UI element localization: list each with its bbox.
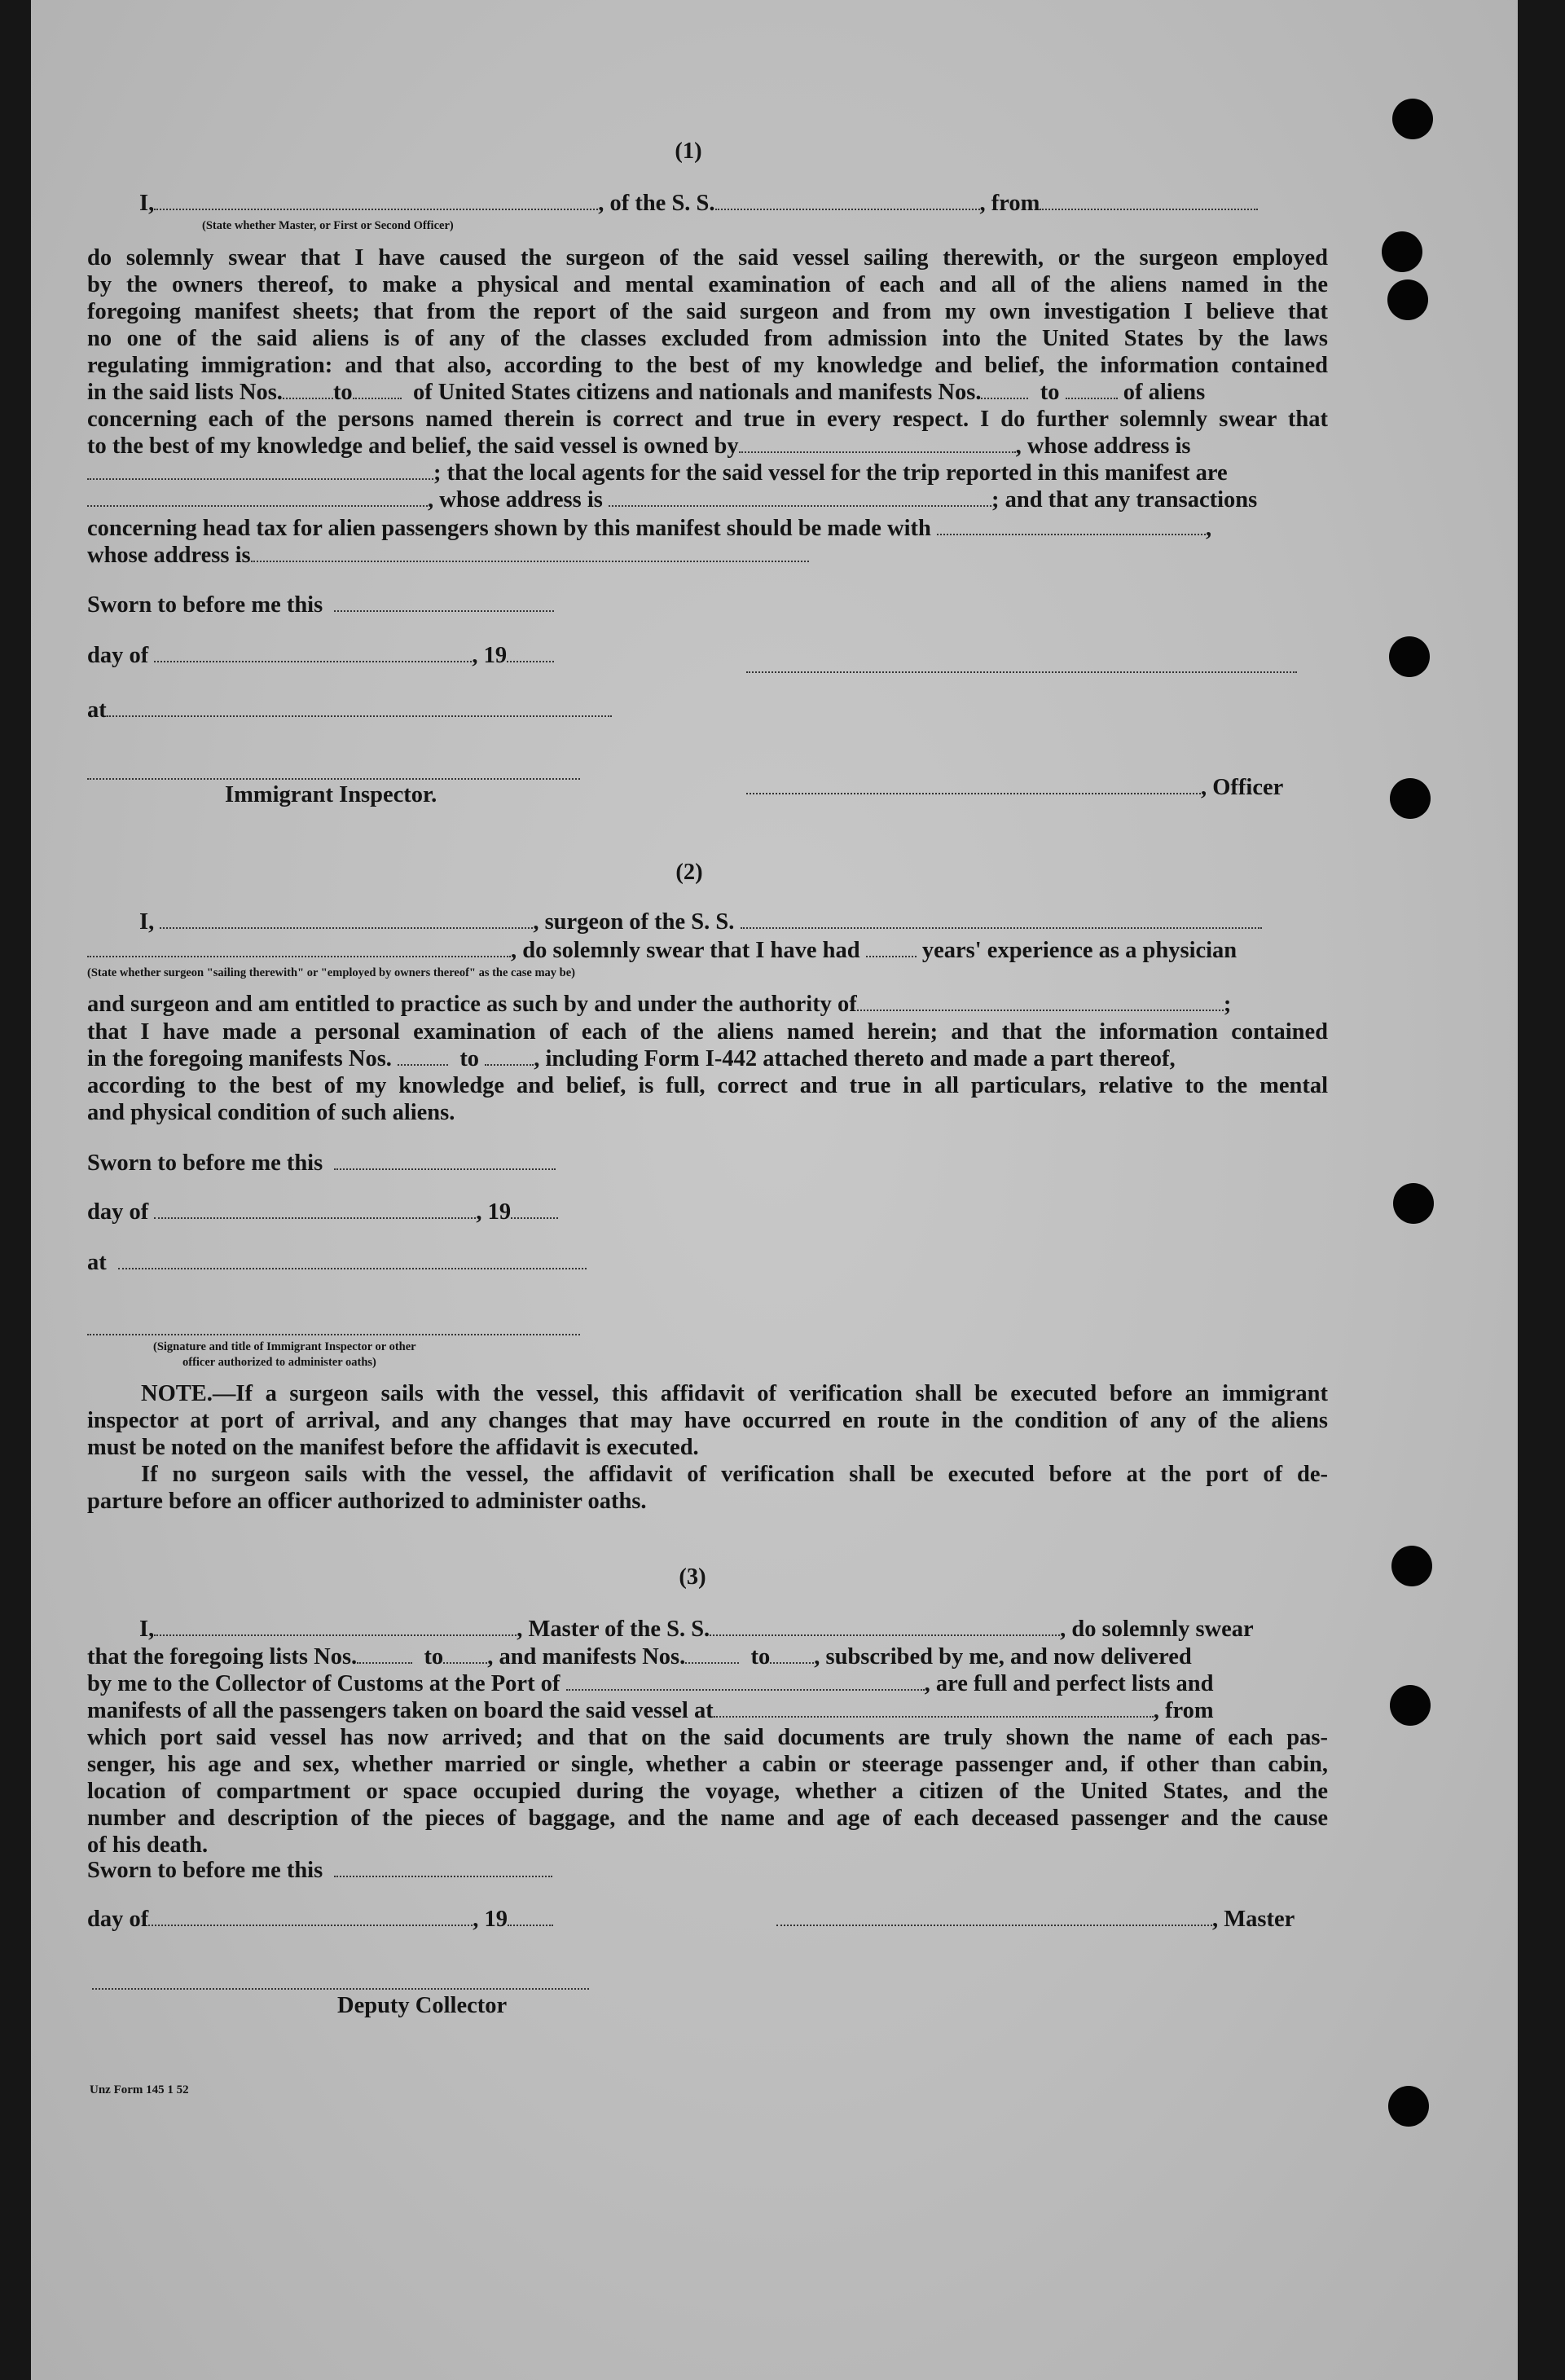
s1-body-line-1: do solemnly swear that I have caused the surgeon of the said vessel sailing therewith, or the surgeon employed: [87, 245, 1328, 271]
s1-i: I,: [139, 191, 155, 216]
s3-year-blank: [508, 1907, 553, 1926]
s2-sailing-blank: [87, 938, 511, 957]
section-2-heading: (2): [675, 860, 703, 885]
s3-body-last: of his death.: [87, 1832, 209, 1858]
s3-body-line-4: number and description of the pieces of baggage, and the name and age of each deceased passenger and the cause: [87, 1806, 1328, 1831]
s1-sworn-blank: [334, 592, 554, 612]
punch-hole: [1382, 231, 1422, 272]
punch-hole: [1388, 2086, 1429, 2127]
s2-line-4: that I have made a personal examination of each of the aliens named herein; and that the information contained: [87, 1019, 1328, 1045]
s3-deputy-label: Deputy Collector: [337, 1993, 508, 2018]
s1-from-blank: [1040, 191, 1258, 210]
s1-body-line-4: no one of the said aliens is of any of the classes excluded from admission into the United States by the laws: [87, 326, 1328, 351]
s3-lists-to-blank: [443, 1644, 487, 1664]
s1-from: , from: [979, 191, 1040, 216]
s2-note-line-3: must be noted on the manifest before the affidavit is executed.: [87, 1435, 699, 1460]
s2-sworn-blank: [334, 1150, 556, 1170]
s1-lists-to-blank: [353, 380, 402, 399]
s2-note-line-1: NOTE.—If a surgeon sails with the vessel, this affidavit of verification shall be executed before an immigrant: [141, 1381, 1328, 1406]
s1-agents-line: ; that the local agents for the said vessel for the trip reported in this manifest are: [87, 460, 1228, 487]
s2-line-6: according to the best of my knowledge and belief, is full, correct and true in all particulars, relative to the mental: [87, 1073, 1328, 1098]
s2-day-blank: [154, 1199, 476, 1219]
s1-agents-address-line: , whose address is ; and that any transactions: [87, 486, 1257, 514]
s1-declarant-line: [139, 190, 1258, 218]
s2-surgeon-blank: [160, 909, 533, 929]
manifest-back-page: [31, 0, 1518, 2380]
s1-whose-blank: [251, 543, 809, 562]
s1-of-ss: , of the S. S.: [598, 191, 715, 216]
s1-body-line-2: by the owners thereof, to make a physical and mental examination of each and all of the aliens named in the: [87, 272, 1328, 297]
s2-note-line-2: inspector at port of arrival, and any changes that may have occurred en route in the condition of any of the aliens: [87, 1408, 1328, 1433]
s1-year-blank: [507, 643, 554, 662]
s1-manifest-to-blank: [1066, 380, 1118, 399]
s1-inspector-label: Immigrant Inspector.: [225, 782, 437, 807]
s2-sig-note-1: (Signature and title of Immigrant Inspector or other: [153, 1340, 416, 1353]
s1-owner-blank: [739, 433, 1016, 453]
punch-hole: [1393, 1183, 1434, 1224]
s2-line-7: and physical condition of such aliens.: [87, 1100, 455, 1125]
s3-embark-blank: [714, 1698, 1154, 1718]
s3-line-2: that the foregoing lists Nos. to , and manifests Nos. to , subscribed by me, and now delivered: [87, 1644, 1192, 1670]
punch-hole: [1387, 279, 1428, 320]
s3-sworn-blank: [334, 1858, 552, 1877]
section-1-heading: (1): [675, 139, 702, 164]
s1-owner-address-blank: [87, 460, 433, 480]
s2-vessel-blank: [741, 909, 1262, 929]
s3-body-line-1: which port said vessel has now arrived; and that on the said documents are truly shown the name of each pas-: [87, 1725, 1328, 1750]
s3-body-line-2: senger, his age and sex, whether married or single, whether a cabin or steerage passenger and, if other than cabin,: [87, 1752, 1328, 1777]
s1-lists-line: in the said lists Nos. to of United States citizens and nationals and manifests Nos. to of aliens: [87, 380, 1206, 405]
punch-hole: [1392, 99, 1433, 139]
s1-owned-line: to the best of my knowledge and belief, the said vessel is owned by , whose address is: [87, 433, 1191, 459]
s2-day-line: day of , 19: [87, 1199, 558, 1226]
s1-day-blank: [154, 643, 472, 662]
s2-year-blank: [511, 1199, 558, 1219]
form-number: Unz Form 145 1 52: [90, 2083, 189, 2096]
s1-body-line-5: regulating immigration: and that also, according to the best of my knowledge and belief, the information contained: [87, 353, 1328, 378]
punch-hole: [1390, 1685, 1431, 1726]
s3-lists-from-blank: [357, 1644, 412, 1664]
s3-port-blank: [566, 1671, 925, 1691]
s1-body-line-6: concerning each of the persons named therein is correct and true in every respect. I do further solemnly swear that: [87, 407, 1328, 432]
s3-vessel-blank: [710, 1617, 1060, 1636]
s2-sworn-line: Sworn to before me this: [87, 1150, 556, 1177]
s1-inspector-sig-line: [87, 776, 580, 780]
punch-hole: [1389, 636, 1430, 677]
s1-at-line: at: [87, 697, 612, 724]
s3-master-blank: [154, 1617, 517, 1636]
s2-authority-blank: [857, 992, 1224, 1011]
s1-headtax-line: concerning head tax for alien passengers shown by this manifest should be made with ,: [87, 516, 1212, 541]
s2-note2-line-1: If no surgeon sails with the vessel, the affidavit of verification shall be executed before at the port of de-: [141, 1462, 1328, 1487]
s2-line-3: and surgeon and am entitled to practice as such by and under the authority of ;: [87, 992, 1232, 1017]
s1-officer-sig-blank: [746, 775, 1201, 794]
s3-line-3: by me to the Collector of Customs at the Port of , are full and perfect lists and: [87, 1671, 1214, 1696]
s3-day-line: day of , 19: [87, 1906, 553, 1933]
s1-officer-note: (State whether Master, or First or Second Officer): [202, 219, 454, 232]
s1-vessel-blank: [715, 191, 980, 210]
punch-hole: [1390, 778, 1431, 819]
s2-at-blank: [118, 1250, 587, 1269]
s1-day-line: day of , 19: [87, 642, 554, 670]
s3-manifest-from-blank: [685, 1644, 739, 1664]
s2-at-line: at: [87, 1249, 587, 1277]
s1-agents-blank: [87, 487, 428, 507]
s2-surgeon-note: (State whether surgeon "sailing therewith" or "employed by owners thereof" as the case may be): [87, 966, 575, 979]
s3-line-1: I, , Master of the S. S. , do solemnly swear: [139, 1617, 1254, 1642]
s1-headtax-blank: [937, 516, 1206, 535]
s3-deputy-sig-line: [92, 1986, 589, 1990]
s3-line-4: manifests of all the passengers taken on board the said vessel at , from: [87, 1698, 1214, 1723]
s2-inspector-sig-line: [87, 1332, 580, 1335]
s2-sig-note-2: officer authorized to administer oaths): [182, 1356, 376, 1369]
s3-day-blank: [148, 1907, 473, 1926]
s2-note2-line-2: parture before an officer authorized to administer oaths.: [87, 1489, 647, 1514]
s1-lists-from-blank: [283, 380, 333, 399]
s2-line-5: in the foregoing manifests Nos. to , including Form I-442 attached thereto and made a part thereof,: [87, 1046, 1176, 1071]
s2-years-blank: [866, 938, 917, 957]
s2-line-2: , do solemnly swear that I have had years' experience as a physician: [87, 937, 1237, 965]
s1-manifest-from-blank: [981, 380, 1028, 399]
s1-agents-address-blank: [609, 487, 991, 507]
s1-officer-blank: [154, 191, 598, 210]
s1-at-blank: [107, 697, 612, 717]
s2-line-1: I, , surgeon of the S. S.: [139, 908, 1262, 936]
s2-manifest-to-blank: [485, 1046, 534, 1066]
s3-body-line-3: location of compartment or space occupied during the voyage, whether a citizen of the United States, and the: [87, 1779, 1328, 1804]
s1-signature-line-top: [746, 670, 1297, 673]
s1-sworn-line: Sworn to before me this: [87, 592, 554, 619]
s3-manifest-to-blank: [770, 1644, 814, 1664]
s1-officer-sig-line: , Officer: [746, 774, 1283, 802]
s1-body-line-3: foregoing manifest sheets; that from the report of the said surgeon and from my own investigation I believe that: [87, 299, 1328, 324]
s1-whose-line: whose address is: [87, 542, 809, 570]
section-3-heading: (3): [679, 1564, 706, 1590]
s3-master-sig-blank: [776, 1907, 1212, 1926]
s3-sworn-line: Sworn to before me this: [87, 1857, 552, 1885]
s2-manifest-from-blank: [398, 1046, 448, 1066]
punch-hole: [1391, 1546, 1432, 1586]
s3-master-sig-line: , Master: [776, 1906, 1295, 1933]
